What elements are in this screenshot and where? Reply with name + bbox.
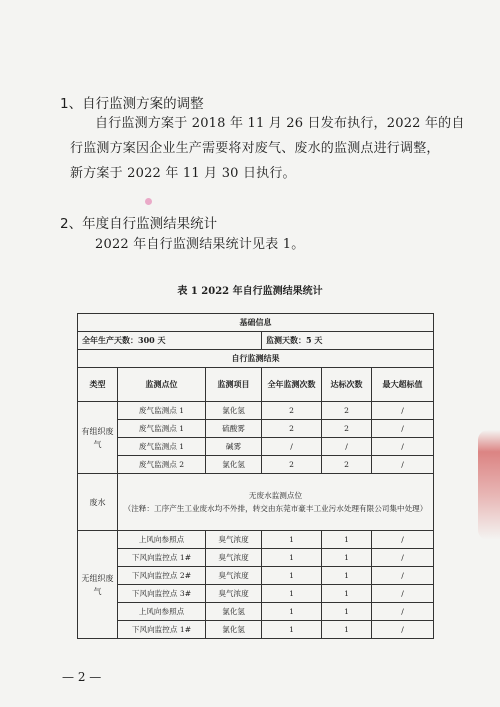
- table-cell: /: [262, 438, 322, 456]
- section1-line-1: 自行监测方案于 2018 年 11 月 26 日发布执行，2022 年的自: [95, 116, 465, 131]
- table-cell: 氯化氢: [206, 603, 262, 621]
- table-cell: /: [372, 420, 434, 438]
- results-title: 自行监测结果: [78, 350, 434, 368]
- table-cell: 废气监测点 1: [118, 420, 206, 438]
- organized-type: 有组织废气: [78, 402, 118, 474]
- table-cell: 2: [262, 402, 322, 420]
- table-cell: 臭气浓度: [206, 585, 262, 603]
- table-cell: 氯化氢: [206, 456, 262, 474]
- monitoring-days: 监测天数：5 天: [262, 332, 434, 350]
- wastewater-line-2: （注释：工序产生工业废水均不外排，转交由东莞市豪丰工业污水处理有限公司集中处理）: [123, 504, 428, 513]
- table-cell: 2: [322, 456, 372, 474]
- ink-dot: [145, 198, 152, 205]
- table-cell: 2: [322, 402, 372, 420]
- table-cell: 1: [262, 585, 322, 603]
- table-cell: 2: [322, 420, 372, 438]
- section2-line: 2022 年自行监测结果统计见表 1。: [95, 237, 305, 252]
- table-cell: 2: [262, 420, 322, 438]
- table-cell: /: [372, 603, 434, 621]
- table-cell: 1: [262, 531, 322, 549]
- table-cell: 下风向监控点 2#: [118, 567, 206, 585]
- table-cell: 1: [262, 549, 322, 567]
- unorganized-type: 无组织废气: [78, 531, 118, 639]
- table-cell: 上风向参照点: [118, 603, 206, 621]
- table-cell: 1: [322, 621, 372, 639]
- table-cell: 废气监测点 2: [118, 456, 206, 474]
- red-seal-stamp: [478, 430, 500, 540]
- table-cell: 臭气浓度: [206, 531, 262, 549]
- table-cell: /: [372, 549, 434, 567]
- basic-info-title: 基础信息: [78, 314, 434, 332]
- section1-line-2: 行监测方案因企业生产需要将对废气、废水的监测点进行调整，: [70, 141, 440, 156]
- header-type: 类型: [78, 368, 118, 402]
- header-point: 监测点位: [118, 368, 206, 402]
- table-cell: 1: [322, 531, 372, 549]
- section2-heading: 2、年度自行监测结果统计: [60, 216, 218, 232]
- header-item: 监测项目: [206, 368, 262, 402]
- wastewater-type: 废水: [78, 474, 118, 531]
- table-caption: 表 1 2022 年自行监测结果统计: [177, 286, 323, 297]
- page-number: — 2 —: [62, 670, 102, 684]
- table-cell: 废气监测点 1: [118, 402, 206, 420]
- table-cell: 碱雾: [206, 438, 262, 456]
- table-cell: 下风向监控点 3#: [118, 585, 206, 603]
- monitoring-results-table: [77, 313, 434, 639]
- table-cell: 1: [322, 603, 372, 621]
- table-cell: 下风向监控点 1#: [118, 549, 206, 567]
- table-cell: 1: [322, 549, 372, 567]
- section1-heading: 1、自行监测方案的调整: [60, 96, 204, 112]
- wastewater-note: [118, 474, 434, 531]
- table-cell: /: [372, 621, 434, 639]
- table-cell: 1: [262, 567, 322, 585]
- header-count: 全年监测次数: [262, 368, 322, 402]
- table-cell: 臭气浓度: [206, 549, 262, 567]
- table-cell: 下风向监控点 1#: [118, 621, 206, 639]
- section1-line-3: 新方案于 2022 年 11 月 30 日执行。: [70, 166, 296, 181]
- header-max-exceed: 最大超标值: [372, 368, 434, 402]
- table-cell: 臭气浓度: [206, 567, 262, 585]
- table-cell: /: [322, 438, 372, 456]
- table-cell: 废气监测点 1: [118, 438, 206, 456]
- table-cell: /: [372, 402, 434, 420]
- table-cell: 氯化氢: [206, 621, 262, 639]
- table-cell: 上风向参照点: [118, 531, 206, 549]
- table-cell: 2: [262, 456, 322, 474]
- table-cell: /: [372, 456, 434, 474]
- table-cell: /: [372, 585, 434, 603]
- table-cell: /: [372, 531, 434, 549]
- table-cell: /: [372, 567, 434, 585]
- table-cell: 1: [322, 567, 372, 585]
- wastewater-line-1: 无废水监测点位: [248, 491, 303, 500]
- table-cell: 氯化氢: [206, 402, 262, 420]
- table-cell: 硫酸雾: [206, 420, 262, 438]
- production-days: 全年生产天数：300 天: [78, 332, 262, 350]
- table-cell: 1: [322, 585, 372, 603]
- header-pass: 达标次数: [322, 368, 372, 402]
- table-cell: 1: [262, 603, 322, 621]
- table-cell: 1: [262, 621, 322, 639]
- table-cell: /: [372, 438, 434, 456]
